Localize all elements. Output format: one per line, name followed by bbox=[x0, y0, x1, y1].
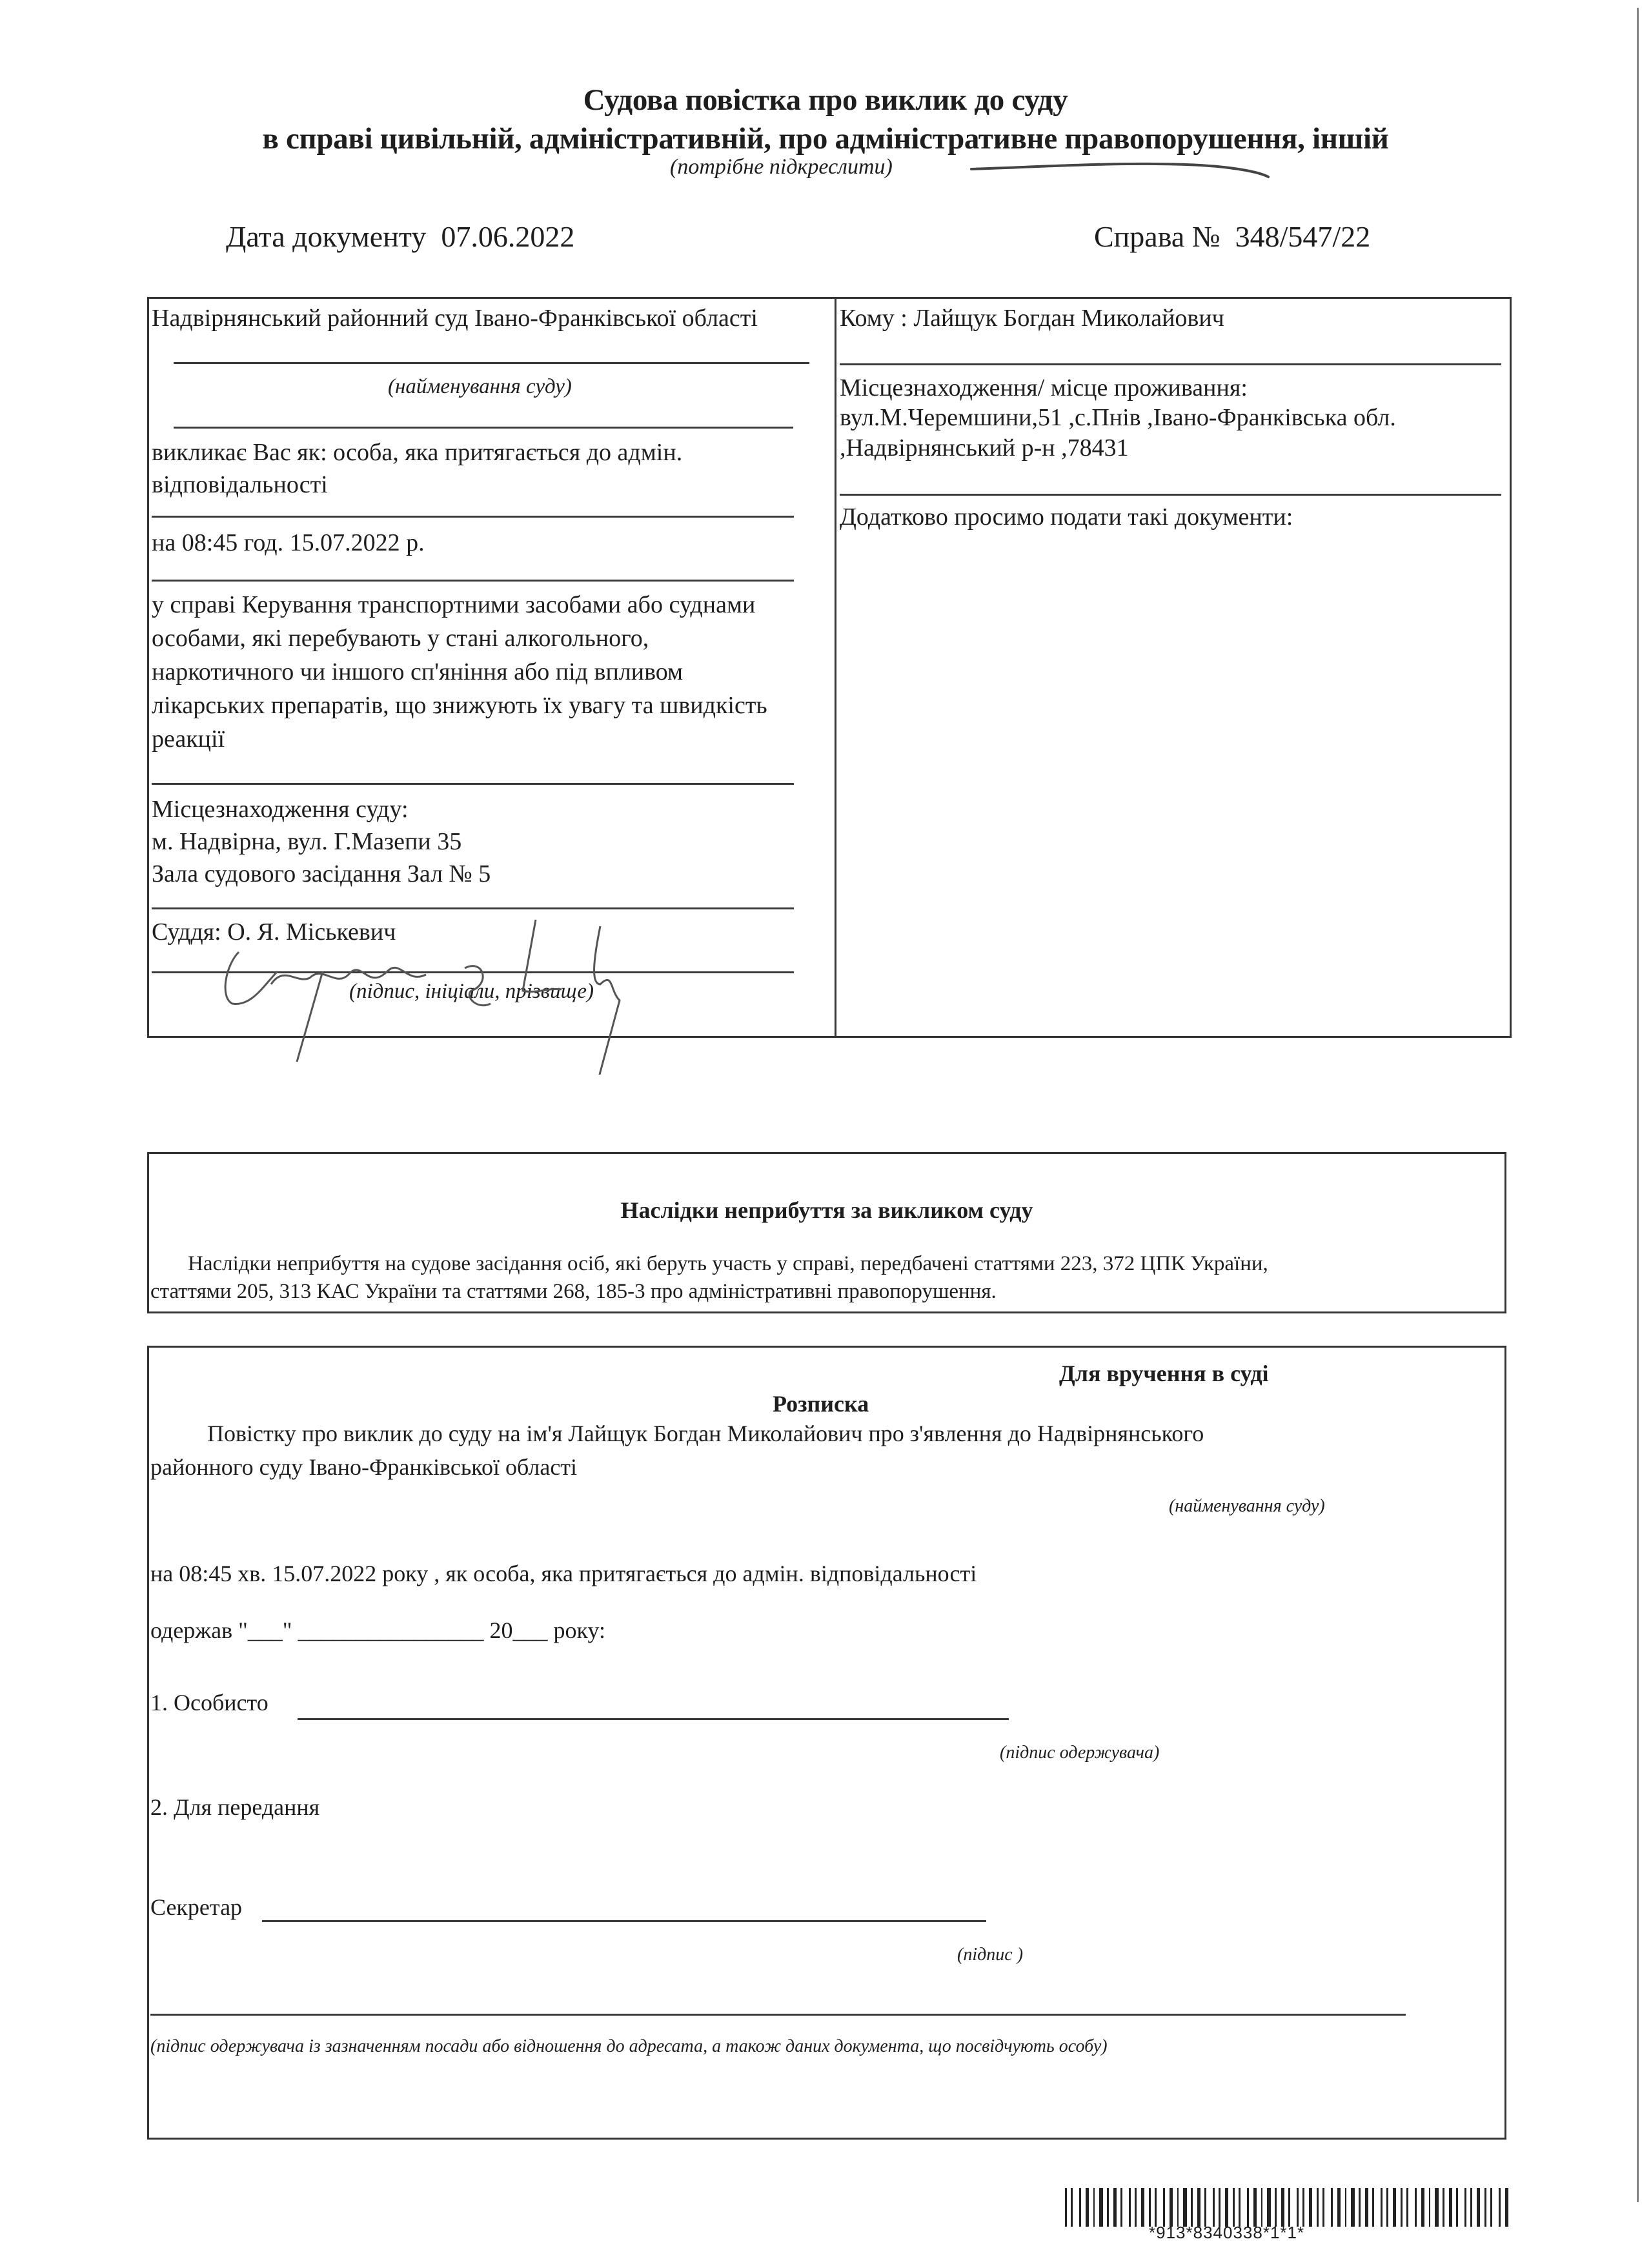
bottom-signature-line bbox=[150, 2014, 1406, 2016]
document-date-value: 07.06.2022 bbox=[441, 220, 575, 253]
barcode-bar bbox=[1065, 2188, 1067, 2227]
barcode-bar bbox=[1322, 2188, 1324, 2227]
document-date bbox=[226, 219, 574, 254]
barcode-bar bbox=[1456, 2188, 1458, 2227]
barcode-bar bbox=[1337, 2188, 1341, 2227]
barcode-bar bbox=[1505, 2188, 1508, 2227]
recipient-name: Кому : Лайщук Богдан Миколайович bbox=[840, 305, 1224, 332]
barcode-bar bbox=[1415, 2188, 1417, 2227]
barcode-bar bbox=[1372, 2188, 1374, 2227]
barcode-bar bbox=[1490, 2188, 1492, 2227]
barcode-number: *913*8340338*1*1* bbox=[1149, 2223, 1305, 2242]
consequences-text-line1: Наслідки неприбуття на судове засідання осіб, які беруть участь у справі, передбачені статтями 223, 372 ЦПК України, bbox=[188, 1252, 1268, 1275]
barcode-bar bbox=[1297, 2188, 1299, 2227]
handwritten-underline-stroke bbox=[968, 161, 1271, 181]
address-line2: ,Надвірнянський р-н ,78431 bbox=[840, 434, 1129, 461]
additional-documents: Додатково просимо подати такі документи: bbox=[840, 503, 1293, 531]
underline-note: (потрібне підкреслити) bbox=[670, 155, 893, 179]
barcode-bar bbox=[1099, 2188, 1103, 2227]
recipient-signature-caption: (підпис одержувача) bbox=[1000, 1743, 1160, 1763]
receipt-line1: Повістку про виклик до суду на ім'я Лайщук Богдан Миколайович про з'явлення до Надвірнянського bbox=[207, 1421, 1204, 1446]
barcode bbox=[1065, 2188, 1517, 2227]
barcode-bar bbox=[1149, 2188, 1151, 2227]
barcode-bar bbox=[1135, 2188, 1137, 2227]
document-title: Судова повістка про виклик до суду bbox=[583, 83, 1068, 117]
barcode-bar bbox=[1093, 2188, 1095, 2227]
barcode-bar bbox=[1177, 2188, 1179, 2227]
case-number-value: 348/547/22 bbox=[1235, 220, 1371, 253]
barcode-bar bbox=[1317, 2188, 1319, 2227]
barcode-bar bbox=[1288, 2188, 1290, 2227]
barcode-bar bbox=[1421, 2188, 1424, 2227]
document-subtitle: в справі цивільній, адміністративній, про адміністративне правопорушення, іншій bbox=[262, 122, 1389, 156]
hearing-time: на 08:45 год. 15.07.2022 р. bbox=[152, 529, 425, 556]
barcode-bar bbox=[1204, 2188, 1206, 2227]
receipt-line2: районного суду Івано-Франківської області bbox=[150, 1454, 578, 1480]
barcode-bar bbox=[1113, 2188, 1117, 2227]
divider-line bbox=[840, 494, 1501, 496]
barcode-bar bbox=[1302, 2188, 1304, 2227]
case-subject bbox=[152, 588, 767, 756]
barcode-bar bbox=[1386, 2188, 1388, 2227]
barcode-bar bbox=[1197, 2188, 1200, 2227]
divider-line bbox=[840, 363, 1501, 365]
barcode-bar bbox=[1351, 2188, 1355, 2227]
barcode-bar bbox=[1239, 2188, 1241, 2227]
signature-caption: (підпис, ініціали, прізвище) bbox=[349, 980, 594, 1003]
barcode-bar bbox=[1141, 2188, 1144, 2227]
barcode-bar bbox=[1086, 2188, 1089, 2227]
barcode-bar bbox=[1443, 2188, 1444, 2227]
case-subject-line: лікарських препаратів, що знижують їх увагу та швидкість bbox=[152, 692, 767, 719]
barcode-bar bbox=[1365, 2188, 1368, 2227]
barcode-bar bbox=[1406, 2188, 1408, 2227]
secretary-label: Секретар bbox=[150, 1894, 243, 1920]
case-number bbox=[1094, 219, 1370, 254]
barcode-bar bbox=[1071, 2188, 1073, 2227]
barcode-bar bbox=[1464, 2188, 1466, 2227]
barcode-bar bbox=[1253, 2188, 1257, 2227]
personal-signature-line bbox=[298, 1718, 1009, 1720]
barcode-bar bbox=[1449, 2188, 1452, 2227]
barcode-bar bbox=[1170, 2188, 1173, 2227]
judge-name: Суддя: О. Я. Міськевич bbox=[152, 918, 396, 946]
case-subject-line: у справі Керування транспортними засобами або суднами bbox=[152, 591, 756, 618]
barcode-bar bbox=[1331, 2188, 1333, 2227]
bottom-caption: (підпис одержувача із зазначенням посади або відношення до адресата, а також даних документа, що посвідчують особу) bbox=[150, 2036, 1108, 2056]
barcode-bar bbox=[1275, 2188, 1277, 2227]
barcode-bar bbox=[1267, 2188, 1271, 2227]
barcode-bar bbox=[1484, 2188, 1486, 2227]
barcode-bar bbox=[1233, 2188, 1235, 2227]
column-divider bbox=[835, 299, 836, 1036]
barcode-bar bbox=[1120, 2188, 1122, 2227]
delivery-note: Для вручення в суді bbox=[1059, 1361, 1269, 1386]
secretary-signature-line bbox=[262, 1920, 986, 1922]
barcode-bar bbox=[1155, 2188, 1157, 2227]
barcode-bar bbox=[1381, 2188, 1383, 2227]
case-subject-line: реакції bbox=[152, 725, 225, 753]
barcode-bar bbox=[1129, 2188, 1131, 2227]
divider-line bbox=[152, 783, 794, 785]
court-address: м. Надвірна, вул. Г.Мазепи 35 bbox=[152, 828, 462, 855]
document-date-label: Дата документу bbox=[226, 220, 427, 253]
consequences-text-line2: статтями 205, 313 КАС України та статтями 268, 185-3 про адміністративні правопорушення. bbox=[150, 1280, 997, 1303]
received-date-line: одержав "___" ________________ 20___ року: bbox=[150, 1617, 606, 1643]
case-number-label: Справа № bbox=[1094, 220, 1221, 253]
barcode-bar bbox=[1213, 2188, 1215, 2227]
courtroom: Зала судового засідання Зал № 5 bbox=[152, 860, 491, 887]
court-name: Надвірнянський районний суд Івано-Франківської області bbox=[152, 305, 758, 332]
barcode-bar bbox=[1309, 2188, 1312, 2227]
address-line1: вул.М.Черемшини,51 ,с.Пнів ,Івано-Франківська обл. bbox=[840, 404, 1396, 431]
barcode-bar bbox=[1499, 2188, 1501, 2227]
barcode-bar bbox=[1261, 2188, 1262, 2227]
handwritten-signature bbox=[213, 907, 665, 1075]
receipt-court-caption: (найменування суду) bbox=[1169, 1496, 1325, 1516]
case-subject-line: особами, які перебувають у стані алкогольного, bbox=[152, 625, 649, 652]
barcode-bar bbox=[1477, 2188, 1480, 2227]
divider-line bbox=[174, 427, 793, 429]
barcode-bar bbox=[1191, 2188, 1193, 2227]
scan-edge-artifact bbox=[1637, 8, 1639, 2202]
residence-label: Місцезнаходження/ місце проживання: bbox=[840, 374, 1248, 401]
barcode-bar bbox=[1225, 2188, 1228, 2227]
divider-line bbox=[174, 362, 809, 364]
court-name-caption: (найменування суду) bbox=[388, 375, 572, 398]
receipt-title: Розписка bbox=[773, 1391, 869, 1417]
barcode-bar bbox=[1470, 2188, 1472, 2227]
summons-role-line1: викликає Вас як: особа, яка притягається до адмін. bbox=[152, 439, 683, 466]
barcode-bar bbox=[1163, 2188, 1165, 2227]
divider-line bbox=[152, 580, 794, 582]
barcode-bar bbox=[1401, 2188, 1403, 2227]
barcode-bar bbox=[1345, 2188, 1346, 2227]
barcode-bar bbox=[1079, 2188, 1081, 2227]
barcode-bar bbox=[1393, 2188, 1396, 2227]
barcode-bar bbox=[1435, 2188, 1439, 2227]
personally-label: 1. Особисто bbox=[150, 1690, 268, 1716]
receipt-time-line: на 08:45 хв. 15.07.2022 року , як особа, яка притягається до адмін. відповідальності bbox=[150, 1561, 977, 1586]
barcode-bar bbox=[1183, 2188, 1187, 2227]
barcode-bar bbox=[1219, 2188, 1221, 2227]
barcode-bar bbox=[1429, 2188, 1430, 2227]
consequences-title: Наслідки неприбуття за викликом суду bbox=[620, 1197, 1033, 1223]
for-transfer-label: 2. Для передання bbox=[150, 1794, 320, 1820]
case-subject-line: наркотичного чи іншого сп'яніння або під впливом bbox=[152, 658, 684, 685]
court-location-label: Місцезнаходження суду: bbox=[152, 796, 409, 823]
barcode-bar bbox=[1107, 2188, 1109, 2227]
barcode-bar bbox=[1281, 2188, 1284, 2227]
barcode-bar bbox=[1247, 2188, 1249, 2227]
secretary-signature-caption: (підпис ) bbox=[957, 1945, 1024, 1965]
summons-role-line2: відповідальності bbox=[152, 471, 328, 498]
divider-line bbox=[152, 516, 794, 518]
barcode-bar bbox=[1359, 2188, 1361, 2227]
consequences-box bbox=[147, 1152, 1506, 1313]
receipt-box bbox=[147, 1346, 1506, 2140]
